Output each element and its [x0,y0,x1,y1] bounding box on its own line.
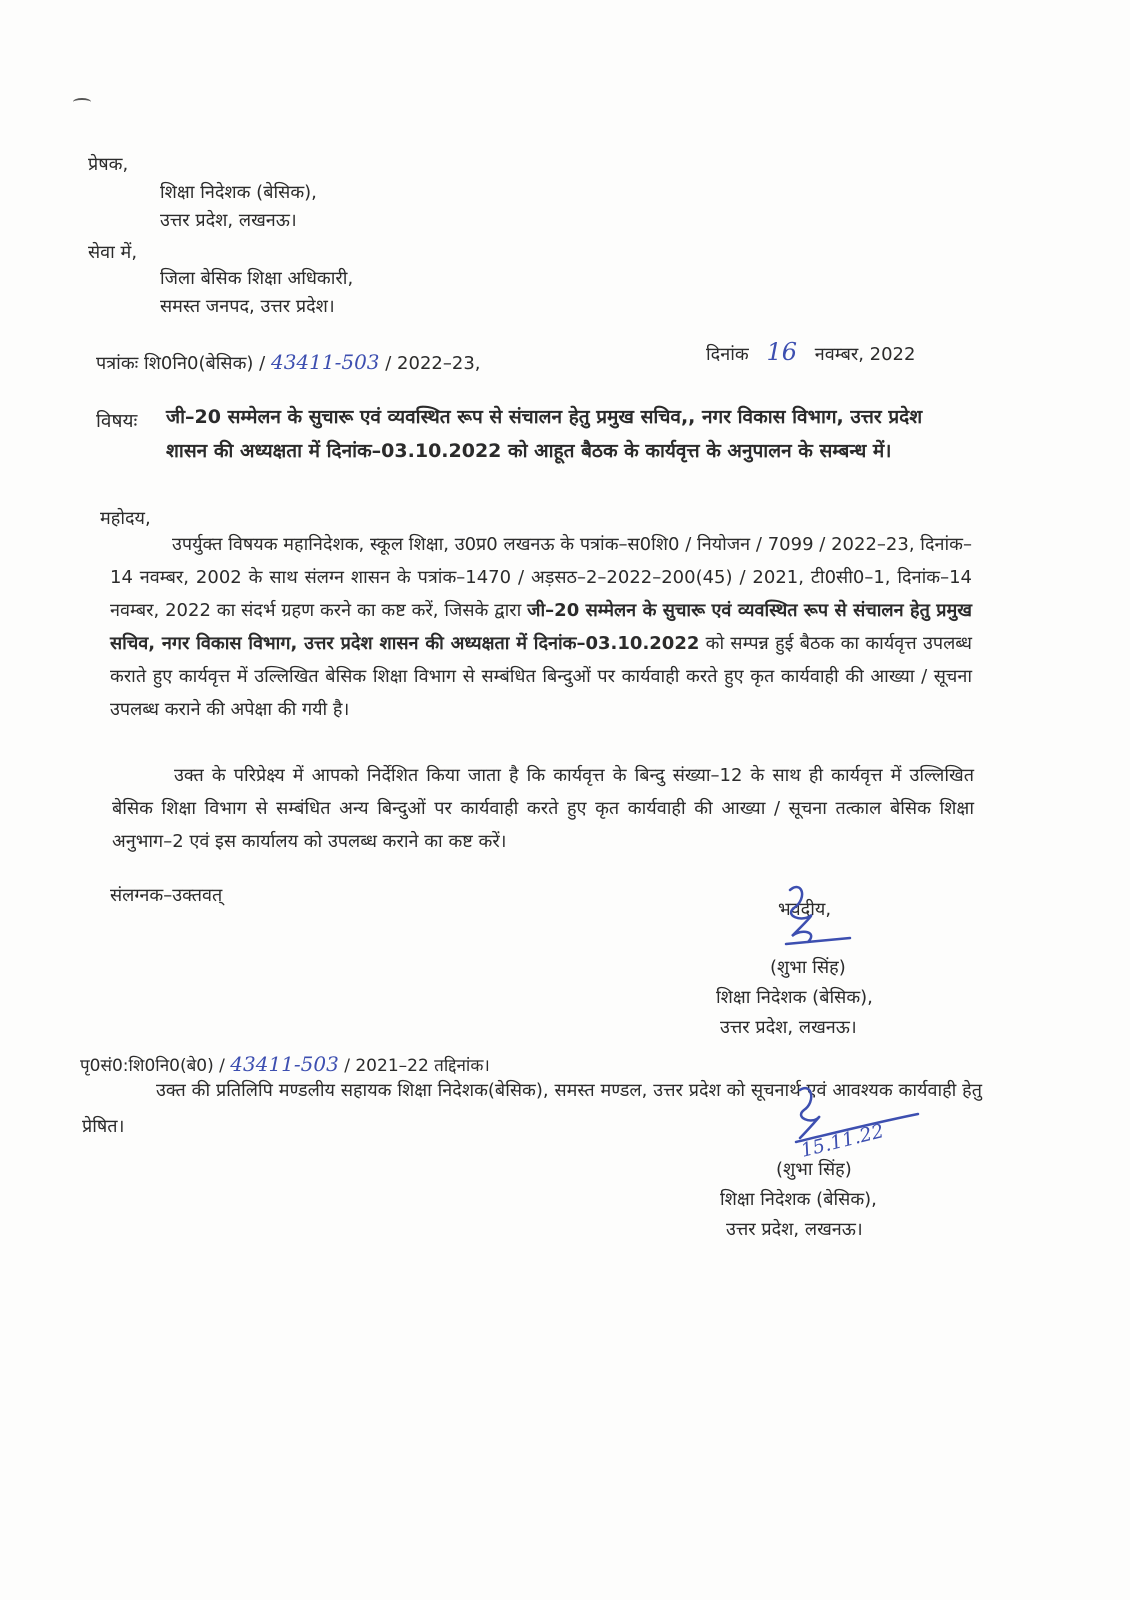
reference-suffix: / 2022–23, [385,353,481,374]
salutation: महोदय, [100,508,151,529]
sender-line-2: उत्तर प्रदेश, लखनऊ। [160,210,297,231]
endorsement-text: उक्त की प्रतिलिपि मण्डलीय सहायक शिक्षा निदेशक(बेसिक), समस्त मण्डल, उत्तर प्रदेश को सूचनार्थ एवं आवश्यक कार्यवाही हेतु प्रेषित। [82,1080,982,1137]
date-handwritten-day: 16 [766,338,797,366]
reference-prefix: पत्रांकः शि0नि0(बेसिक) / [96,353,266,374]
sig1-designation: शिक्षा निदेशक (बेसिक), [716,987,873,1008]
endorsement-prefix: पृ0सं0:शि0नि0(बे0) / [80,1056,225,1076]
sig2-designation: शिक्षा निदेशक (बेसिक), [720,1189,877,1210]
sender-label: प्रेषक, [88,154,129,175]
signature-1-scribble [772,878,862,968]
sig2-location: उत्तर प्रदेश, लखनऊ। [726,1219,863,1240]
date-label: दिनांक [706,344,749,365]
endorsement-handwritten-number: 43411-503 [230,1052,339,1076]
body-paragraph-2: उक्त के परिप्रेक्ष्य में आपको निर्देशित किया जाता है कि कार्यवृत्त के बिन्दु संख्या–12 के साथ ही कार्यवृत्त में उल्लिखित बेसिक शिक्षा विभाग से सम्बंधित अन्य बिन्दुओं पर कार्यवाही करते हुए कृत कार्यवाही की आख्या / सूचना तत्काल बेसिक शिक्षा अनुभाग–2 एवं इस कार्यालय को उपलब्ध कराने का कष्ट करें। [112,765,974,852]
recipient-line-1: जिला बेसिक शिक्षा अधिकारी, [160,268,354,289]
body-paragraph-1 [110,528,972,726]
recipient-label: सेवा में, [88,242,138,263]
sig2-name: (शुभा सिंह) [776,1159,852,1180]
sig2-handwritten-date: 15.11.22 [798,1120,887,1162]
sig1-name: (शुभा सिंह) [770,957,846,978]
reference-handwritten-number: 43411-503 [270,350,380,374]
sig1-location: उत्तर प्रदेश, लखनऊ। [720,1017,857,1038]
recipient-line-2: समस्त जनपद, उत्तर प्रदेश। [160,296,335,317]
para1-end: को सम्पन्न हुई बैठक का कार्यवृत्त उपलब्ध कराते हुए कार्यवृत्त में उल्लिखित बेसिक शिक्षा विभाग से सम्बंधित बिन्दुओं पर कार्यवाही करते हुए कृत कार्यवाही की आख्या / सूचना उपलब्ध कराने की अपेक्षा की गयी है। [110,633,972,720]
subject-text: जी–20 सम्मेलन के सुचारू एवं व्यवस्थित रूप से संचालन हेतु प्रमुख सचिव,, नगर विकास विभाग, उत्तर प्रदेश शासन की अध्यक्षता में दिनांक–03.10.2022 को आहूत बैठक के कार्यवृत्त के अनुपालन के सम्बन्ध में। [166,406,923,462]
subject-label: विषयः [96,410,138,432]
date-month-year: नवम्बर, 2022 [814,344,916,365]
date-line [706,340,915,367]
para1-normal: उपर्युक्त विषयक महानिदेशक, स्कूल शिक्षा, उ0प्र0 लखनऊ के पत्रांक–स0शि0 / नियोजन / 7099 / 2022–23, दिनांक–14 नवम्बर, 2002 के साथ संलग्न शासन के पत्रांक–1470 / अड़सठ–2–2022–200(45) / 2021, टी0सी0–1, दिनांक–14 नवम्बर, 2022 का संदर्भ ग्रहण करने का कष्ट करें, जिसके द्वारा [110,534,972,621]
para1-bold: जी–20 सम्मेलन के सुचारू एवं व्यवस्थित रूप से संचालन हेतु प्रमुख सचिव, नगर विकास विभाग, उत्तर प्रदेश शासन की अध्यक्षता में दिनांक–03.10.2022 [110,600,972,654]
sig1-closing: भवदीय, [778,899,832,920]
endorsement-suffix: / 2021–22 तद्दिनांक। [344,1056,490,1076]
sender-line-1: शिक्षा निदेशक (बेसिक), [160,182,317,203]
enclosure: संलग्नक–उक्तवत् [110,885,223,906]
reference-line [96,350,481,376]
scan-mark [73,98,91,106]
